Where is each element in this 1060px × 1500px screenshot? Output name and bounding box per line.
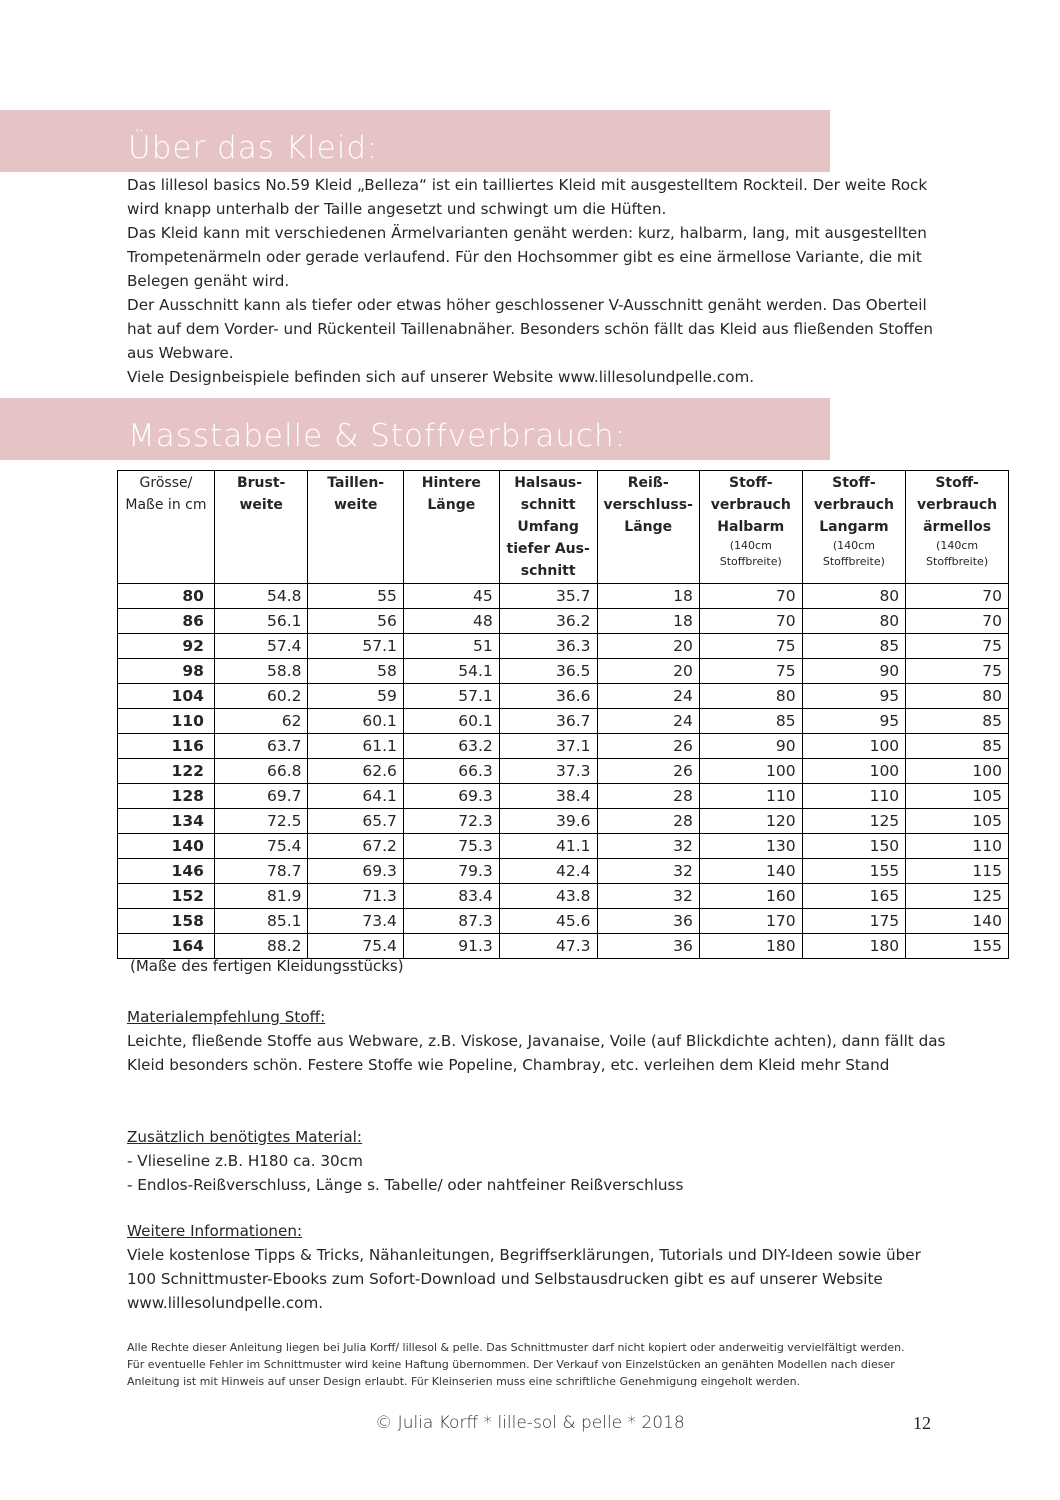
size-cell: 86 bbox=[118, 609, 215, 634]
table-cell: 65.7 bbox=[308, 809, 403, 834]
table-row bbox=[118, 934, 1009, 959]
table-cell: 67.2 bbox=[308, 834, 403, 859]
table-cell: 83.4 bbox=[403, 884, 499, 909]
table-cell: 180 bbox=[802, 934, 906, 959]
extra-material-item: - Endlos-Reißverschluss, Länge s. Tabelle/ oder nahtfeiner Reißverschluss bbox=[127, 1176, 684, 1194]
table-cell: 95 bbox=[802, 709, 906, 734]
table-cell: 59 bbox=[308, 684, 403, 709]
section-title-about: Über das Kleid: bbox=[128, 130, 379, 166]
table-row bbox=[118, 909, 1009, 934]
table-cell: 42.4 bbox=[499, 859, 597, 884]
table-cell: 64.1 bbox=[308, 784, 403, 809]
legal-line: Anleitung ist mit Hinweis auf unser Design erlaubt. Für Kleinserien muss eine schriftliche Genehmigung eingeholt werden. bbox=[127, 1375, 801, 1388]
size-cell: 116 bbox=[118, 734, 215, 759]
table-cell: 73.4 bbox=[308, 909, 403, 934]
table-header-cell bbox=[118, 471, 215, 584]
table-cell: 88.2 bbox=[214, 934, 308, 959]
table-header-sublabel: (140cm Stoffbreite) bbox=[926, 539, 989, 568]
size-cell: 110 bbox=[118, 709, 215, 734]
table-cell: 75.4 bbox=[308, 934, 403, 959]
table-body bbox=[118, 584, 1009, 959]
table-header-label: Stoff- verbrauch Halbarm bbox=[710, 475, 791, 535]
table-cell: 32 bbox=[597, 884, 699, 909]
table-cell: 72.3 bbox=[403, 809, 499, 834]
table-cell: 110 bbox=[802, 784, 906, 809]
section-band-about bbox=[0, 110, 830, 172]
table-cell: 70 bbox=[906, 584, 1009, 609]
table-cell: 80 bbox=[802, 609, 906, 634]
table-cell: 51 bbox=[403, 634, 499, 659]
table-cell: 115 bbox=[906, 859, 1009, 884]
table-cell: 37.1 bbox=[499, 734, 597, 759]
table-cell: 57.1 bbox=[308, 634, 403, 659]
table-header-label: Reiß- verschluss- Länge bbox=[603, 475, 693, 535]
table-cell: 130 bbox=[699, 834, 802, 859]
table-header-label: Hintere Länge bbox=[421, 475, 481, 513]
table-cell: 32 bbox=[597, 859, 699, 884]
table-cell: 35.7 bbox=[499, 584, 597, 609]
table-cell: 155 bbox=[802, 859, 906, 884]
table-cell: 125 bbox=[906, 884, 1009, 909]
size-cell: 122 bbox=[118, 759, 215, 784]
table-cell: 91.3 bbox=[403, 934, 499, 959]
table-cell: 95 bbox=[802, 684, 906, 709]
table-cell: 54.1 bbox=[403, 659, 499, 684]
table-row bbox=[118, 659, 1009, 684]
intro-paragraph: Das lillesol basics No.59 Kleid „Belleza“ ist ein tailliertes Kleid mit ausgestelltem Rockteil. Der weite Rock wird knapp unterhalb der Taille angesetzt und schwingt um die Hüften. bbox=[127, 176, 928, 218]
size-cell: 92 bbox=[118, 634, 215, 659]
table-cell: 165 bbox=[802, 884, 906, 909]
table-header-cell bbox=[214, 471, 308, 584]
page-number: 12 bbox=[913, 1413, 931, 1433]
table-row bbox=[118, 684, 1009, 709]
table-cell: 87.3 bbox=[403, 909, 499, 934]
table-cell: 63.7 bbox=[214, 734, 308, 759]
section-title-table: Masstabelle & Stoffverbrauch: bbox=[128, 418, 627, 454]
table-cell: 57.4 bbox=[214, 634, 308, 659]
legal-line: Für eventuelle Fehler im Schnittmuster wird keine Haftung übernommen. Der Verkauf von Einzelstücken an genähten Modellen nach dieser bbox=[127, 1358, 895, 1371]
table-cell: 57.1 bbox=[403, 684, 499, 709]
table-cell: 70 bbox=[699, 609, 802, 634]
table-header-label: Stoff- verbrauch Langarm bbox=[813, 475, 894, 535]
table-cell: 20 bbox=[597, 659, 699, 684]
table-cell: 80 bbox=[699, 684, 802, 709]
material-heading: Materialempfehlung Stoff: bbox=[127, 1008, 326, 1026]
extra-material-item: - Vlieseline z.B. H180 ca. 30cm bbox=[127, 1152, 363, 1170]
table-cell: 56.1 bbox=[214, 609, 308, 634]
size-cell: 152 bbox=[118, 884, 215, 909]
table-cell: 36 bbox=[597, 909, 699, 934]
table-cell: 47.3 bbox=[499, 934, 597, 959]
size-cell: 164 bbox=[118, 934, 215, 959]
table-row bbox=[118, 634, 1009, 659]
table-cell: 61.1 bbox=[308, 734, 403, 759]
table-cell: 37.3 bbox=[499, 759, 597, 784]
table-cell: 36.2 bbox=[499, 609, 597, 634]
table-row bbox=[118, 584, 1009, 609]
table-cell: 54.8 bbox=[214, 584, 308, 609]
material-text: Leichte, fließende Stoffe aus Webware, z.B. Viskose, Javanaise, Voile (auf Blickdichte achten), dann fällt das Kleid besonders schön. Festere Stoffe wie Popeline, Chambray, etc. verleihen dem Kleid mehr Stand bbox=[127, 1032, 946, 1074]
table-cell: 20 bbox=[597, 634, 699, 659]
intro-paragraph: Das Kleid kann mit verschiedenen Ärmelvarianten genäht werden: kurz, halbarm, lang, mit ausgestellten Trompetenärmeln oder gerade verlaufend. Für den Hochsommer gibt es eine ärmellose Variante, die mit Belegen genäht wird. bbox=[127, 224, 927, 290]
table-cell: 100 bbox=[906, 759, 1009, 784]
table-cell: 58 bbox=[308, 659, 403, 684]
table-header-cell bbox=[906, 471, 1009, 584]
size-cell: 146 bbox=[118, 859, 215, 884]
table-cell: 100 bbox=[802, 759, 906, 784]
table-cell: 69.3 bbox=[403, 784, 499, 809]
table-header-label: Grösse/ Maße in cm bbox=[125, 475, 207, 513]
table-cell: 58.8 bbox=[214, 659, 308, 684]
info-heading: Weitere Informationen: bbox=[127, 1222, 303, 1240]
table-cell: 36.3 bbox=[499, 634, 597, 659]
table-cell: 125 bbox=[802, 809, 906, 834]
table-row bbox=[118, 609, 1009, 634]
size-cell: 134 bbox=[118, 809, 215, 834]
table-cell: 100 bbox=[802, 734, 906, 759]
table-cell: 75 bbox=[906, 659, 1009, 684]
table-cell: 90 bbox=[699, 734, 802, 759]
table-cell: 69.7 bbox=[214, 784, 308, 809]
table-cell: 36.5 bbox=[499, 659, 597, 684]
table-cell: 110 bbox=[906, 834, 1009, 859]
size-cell: 80 bbox=[118, 584, 215, 609]
table-cell: 155 bbox=[906, 934, 1009, 959]
intro-paragraph: Viele Designbeispiele befinden sich auf unserer Website www.lillesolundpelle.com. bbox=[127, 368, 755, 386]
table-cell: 32 bbox=[597, 834, 699, 859]
info-section bbox=[127, 1219, 947, 1315]
table-cell: 62.6 bbox=[308, 759, 403, 784]
table-cell: 55 bbox=[308, 584, 403, 609]
table-row bbox=[118, 734, 1009, 759]
table-cell: 60.2 bbox=[214, 684, 308, 709]
table-row bbox=[118, 859, 1009, 884]
size-table bbox=[117, 470, 1009, 959]
table-cell: 36 bbox=[597, 934, 699, 959]
extra-material-section bbox=[127, 1125, 947, 1197]
table-cell: 85 bbox=[906, 709, 1009, 734]
table-cell: 79.3 bbox=[403, 859, 499, 884]
table-cell: 105 bbox=[906, 784, 1009, 809]
table-header-row bbox=[118, 471, 1009, 584]
table-row bbox=[118, 709, 1009, 734]
table-cell: 75 bbox=[699, 659, 802, 684]
table-header-label: Brust- weite bbox=[236, 475, 286, 513]
legal-notice bbox=[127, 1339, 947, 1390]
table-cell: 41.1 bbox=[499, 834, 597, 859]
table-note: (Maße des fertigen Kleidungsstücks) bbox=[130, 957, 404, 975]
size-cell: 98 bbox=[118, 659, 215, 684]
table-cell: 105 bbox=[906, 809, 1009, 834]
table-cell: 18 bbox=[597, 609, 699, 634]
table-header-label: Halsaus- schnitt Umfang tiefer Aus- schnitt bbox=[506, 475, 590, 579]
table-cell: 80 bbox=[906, 684, 1009, 709]
table-header-label: Stoff- verbrauch ärmellos bbox=[917, 475, 998, 535]
table-cell: 24 bbox=[597, 709, 699, 734]
size-cell: 140 bbox=[118, 834, 215, 859]
table-cell: 75 bbox=[906, 634, 1009, 659]
table-header-sublabel: (140cm Stoffbreite) bbox=[719, 539, 782, 568]
table-cell: 26 bbox=[597, 734, 699, 759]
material-section bbox=[127, 1005, 947, 1077]
table-row bbox=[118, 834, 1009, 859]
table-cell: 110 bbox=[699, 784, 802, 809]
extra-material-heading: Zusätzlich benötigtes Material: bbox=[127, 1128, 362, 1146]
table-header-cell bbox=[597, 471, 699, 584]
table-cell: 26 bbox=[597, 759, 699, 784]
table-cell: 120 bbox=[699, 809, 802, 834]
table-cell: 39.6 bbox=[499, 809, 597, 834]
table-cell: 45 bbox=[403, 584, 499, 609]
table-cell: 85.1 bbox=[214, 909, 308, 934]
table-cell: 150 bbox=[802, 834, 906, 859]
legal-line: Alle Rechte dieser Anleitung liegen bei Julia Korff/ lillesol & pelle. Das Schnittmuster darf nicht kopiert oder anderweitig vervielfältigt werden. bbox=[127, 1341, 905, 1354]
table-header-cell bbox=[499, 471, 597, 584]
footer-copyright: © Julia Korff * lille-sol & pelle * 2018 bbox=[375, 1413, 685, 1433]
table-cell: 48 bbox=[403, 609, 499, 634]
table-cell: 175 bbox=[802, 909, 906, 934]
table-cell: 75.3 bbox=[403, 834, 499, 859]
table-cell: 28 bbox=[597, 809, 699, 834]
table-cell: 85 bbox=[906, 734, 1009, 759]
table-cell: 69.3 bbox=[308, 859, 403, 884]
intro-text bbox=[127, 173, 947, 389]
table-cell: 85 bbox=[699, 709, 802, 734]
table-row bbox=[118, 809, 1009, 834]
table-cell: 18 bbox=[597, 584, 699, 609]
table-row bbox=[118, 759, 1009, 784]
table-cell: 90 bbox=[802, 659, 906, 684]
table-header-cell bbox=[403, 471, 499, 584]
table-header-cell bbox=[699, 471, 802, 584]
intro-paragraph: Der Ausschnitt kann als tiefer oder etwas höher geschlossener V-Ausschnitt genäht werden. Das Oberteil hat auf dem Vorder- und Rückenteil Taillenabnäher. Besonders schön fällt das Kleid aus fließenden Stoffen aus Webware. bbox=[127, 296, 933, 362]
table-cell: 38.4 bbox=[499, 784, 597, 809]
table-cell: 140 bbox=[699, 859, 802, 884]
table-cell: 160 bbox=[699, 884, 802, 909]
table-cell: 70 bbox=[906, 609, 1009, 634]
table-header-cell bbox=[802, 471, 906, 584]
table-header-label: Taillen- weite bbox=[327, 475, 385, 513]
table-cell: 80 bbox=[802, 584, 906, 609]
table-cell: 56 bbox=[308, 609, 403, 634]
table-cell: 60.1 bbox=[308, 709, 403, 734]
table-cell: 62 bbox=[214, 709, 308, 734]
table-cell: 66.8 bbox=[214, 759, 308, 784]
table-row bbox=[118, 784, 1009, 809]
table-cell: 140 bbox=[906, 909, 1009, 934]
table-cell: 71.3 bbox=[308, 884, 403, 909]
table-row bbox=[118, 884, 1009, 909]
table-cell: 36.6 bbox=[499, 684, 597, 709]
table-cell: 180 bbox=[699, 934, 802, 959]
table-cell: 100 bbox=[699, 759, 802, 784]
size-cell: 104 bbox=[118, 684, 215, 709]
size-cell: 128 bbox=[118, 784, 215, 809]
table-cell: 63.2 bbox=[403, 734, 499, 759]
size-cell: 158 bbox=[118, 909, 215, 934]
table-cell: 85 bbox=[802, 634, 906, 659]
table-cell: 75.4 bbox=[214, 834, 308, 859]
table-cell: 43.8 bbox=[499, 884, 597, 909]
table-cell: 78.7 bbox=[214, 859, 308, 884]
table-cell: 75 bbox=[699, 634, 802, 659]
table-cell: 81.9 bbox=[214, 884, 308, 909]
table-cell: 66.3 bbox=[403, 759, 499, 784]
table-header-sublabel: (140cm Stoffbreite) bbox=[822, 539, 885, 568]
table-cell: 24 bbox=[597, 684, 699, 709]
table-cell: 70 bbox=[699, 584, 802, 609]
table-cell: 60.1 bbox=[403, 709, 499, 734]
table-cell: 170 bbox=[699, 909, 802, 934]
table-cell: 72.5 bbox=[214, 809, 308, 834]
info-text: Viele kostenlose Tipps & Tricks, Nähanleitungen, Begriffserklärungen, Tutorials und DIY-Ideen sowie über 100 Schnittmuster-Ebooks zum Sofort-Download und Selbstausdrucken gibt es auf unserer Website www.lillesolundpelle.com. bbox=[127, 1246, 921, 1312]
table-cell: 28 bbox=[597, 784, 699, 809]
table-cell: 45.6 bbox=[499, 909, 597, 934]
table-cell: 36.7 bbox=[499, 709, 597, 734]
table-header-cell bbox=[308, 471, 403, 584]
